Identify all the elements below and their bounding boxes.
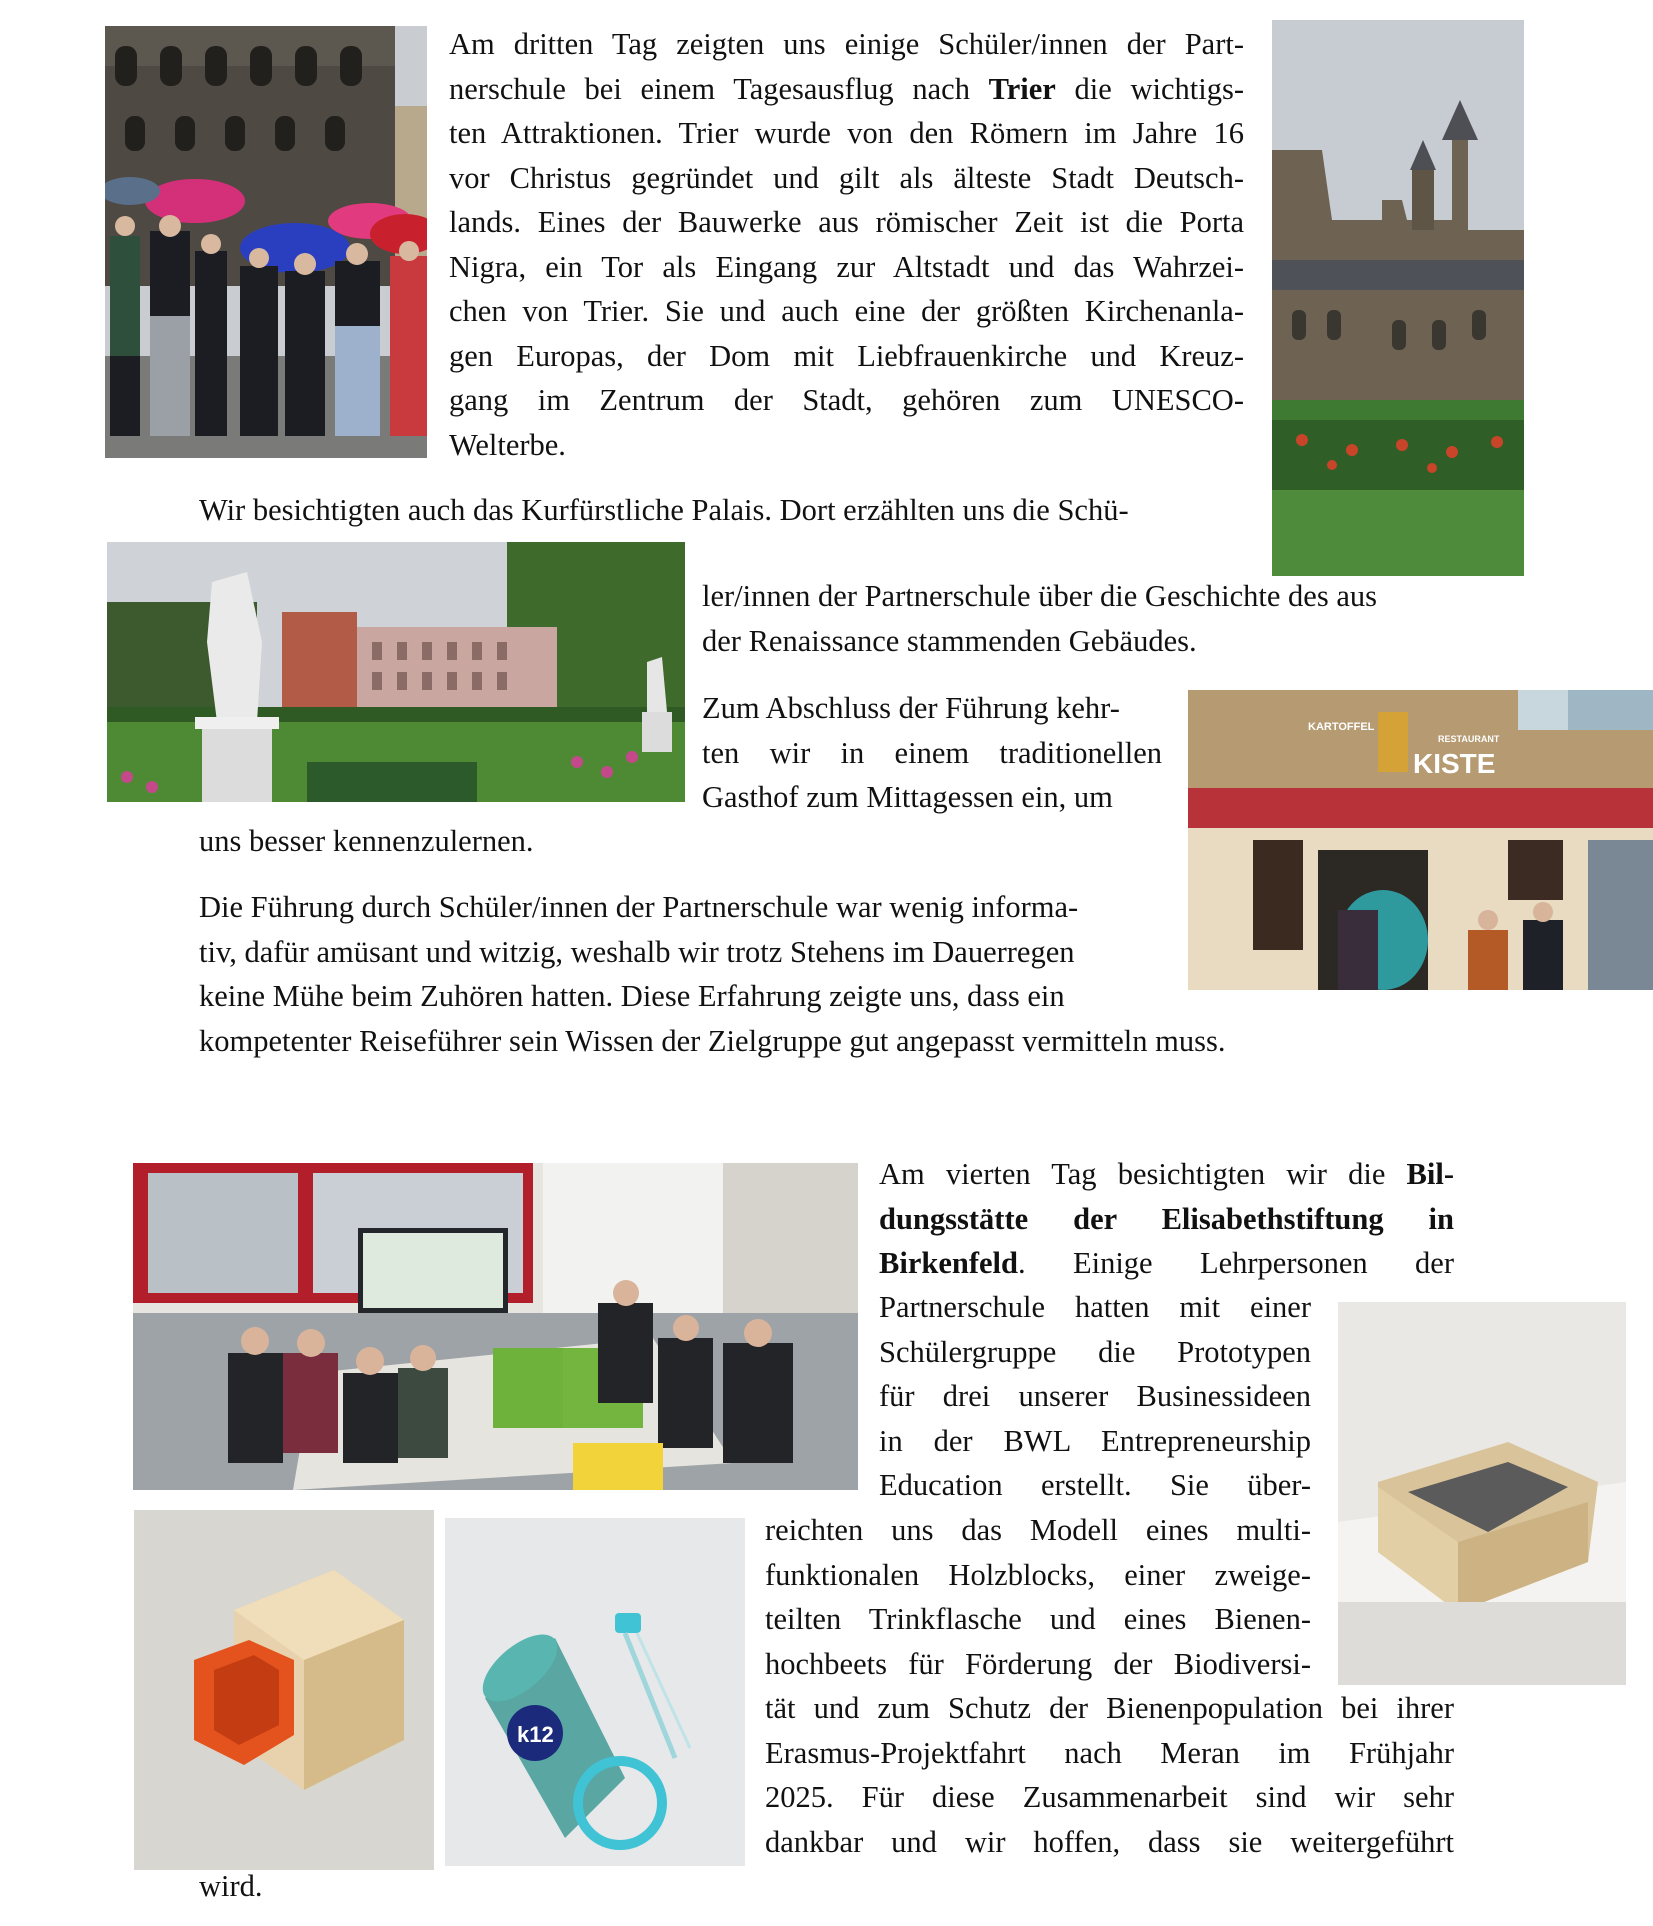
- text-line: der Renaissance stammenden Gebäudes.: [702, 623, 1197, 658]
- palais-paragraph-line1: [199, 488, 1244, 533]
- text-line: Die Führung durch Schüler/innen der Partnerschule war wenig informa-: [199, 890, 1079, 924]
- elisabethstiftung-paragraph-lower: [765, 1508, 1311, 1686]
- text-line: tät und zum Schutz der Bienenpopulation bei ihrer: [765, 1691, 1454, 1725]
- bold-text: Birkenfeld: [879, 1246, 1018, 1280]
- elisabethstiftung-paragraph-end: [199, 1864, 499, 1909]
- text-line: nerschule bei einem Tagesausflug nach Trier die wichtigs-: [449, 71, 1244, 106]
- text-line: Schülergruppe die Prototypen: [879, 1334, 1311, 1369]
- text-line: wird.: [199, 1869, 263, 1903]
- restaurant-sign-right: RESTAURANT: [1438, 734, 1500, 744]
- photo-drinking-bottle-model: [445, 1518, 745, 1866]
- bold-text: Bil-: [1406, 1157, 1454, 1191]
- photo-wooden-box-model: [1338, 1302, 1626, 1685]
- text-line: 2025. Für diese Zusammenarbeit sind wir sehr: [765, 1780, 1454, 1814]
- text-line: Erasmus-Projektfahrt nach Meran im Frühjahr: [765, 1735, 1454, 1770]
- bottle-logo-text: k12: [517, 1722, 554, 1747]
- text-line: in der BWL Entrepreneurship: [879, 1423, 1311, 1458]
- text-line: Welterbe.: [449, 427, 566, 462]
- text-line: gen Europas, der Dom mit Liebfrauenkirche und Kreuz-: [449, 338, 1244, 373]
- lunch-paragraph: [702, 686, 1162, 820]
- photo-trier-cathedral: [1272, 20, 1524, 576]
- text-line: Zum Abschluss der Führung kehr-: [702, 691, 1120, 725]
- text-line: funktionalen Holzblocks, einer zweige-: [765, 1557, 1311, 1592]
- elisabethstiftung-paragraph-top: [879, 1152, 1454, 1286]
- text-line: Gasthof zum Mittagessen ein, um: [702, 780, 1113, 814]
- text-line: Education erstellt. Sie über-: [879, 1468, 1311, 1502]
- guide-review-paragraph: [199, 885, 1349, 1063]
- bold-trier: Trier: [988, 71, 1056, 106]
- text-line: gang im Zentrum der Stadt, gehören zum UNESCO-: [449, 383, 1244, 417]
- bold-text: dungsstätte der Elisabethstiftung in: [879, 1201, 1454, 1236]
- text-line: chen von Trier. Sie und auch eine der größten Kirchenanla-: [449, 294, 1244, 328]
- photo-classroom-students: [133, 1163, 858, 1490]
- text-line: ten wir in einem traditionellen: [702, 735, 1162, 770]
- text-line: tiv, dafür amüsant und witzig, weshalb wir trotz Stehens im Dauerregen: [199, 934, 1075, 969]
- restaurant-sign-top: KARTOFFEL: [1308, 721, 1375, 733]
- photo-kurfuerstliches-palais: [107, 542, 685, 802]
- text-line: kompetenter Reiseführer sein Wissen der Zielgruppe gut angepasst vermitteln muss.: [199, 1023, 1226, 1058]
- text-line: dankbar und wir hoffen, dass sie weitergeführt: [765, 1824, 1454, 1859]
- restaurant-sign-main: KISTE: [1413, 748, 1496, 779]
- text-line: Am dritten Tag zeigten uns einige Schüler/innen der Part-: [449, 27, 1244, 61]
- text-line: hochbeets für Förderung der Biodiversi-: [765, 1646, 1311, 1681]
- text-line: Wir besichtigten auch das Kurfürstliche Palais. Dort erzählten uns die Schü-: [199, 493, 1129, 527]
- text-line: ten Attraktionen. Trier wurde von den Römern im Jahre 16: [449, 116, 1244, 150]
- photo-wooden-block-model: [134, 1510, 434, 1870]
- text-line: [879, 1197, 1454, 1242]
- text-line: teilten Trinkflasche und eines Bienen-: [765, 1602, 1311, 1636]
- text-line: Nigra, ein Tor als Eingang zur Altstadt und das Wahrzei-: [449, 249, 1244, 284]
- palais-paragraph-continued: [702, 574, 1452, 663]
- text-line: reichten uns das Modell eines multi-: [765, 1513, 1311, 1547]
- text-line: lands. Eines der Bauwerke aus römischer Zeit ist die Porta: [449, 205, 1244, 239]
- photo-porta-nigra-group: [105, 26, 427, 458]
- text-line: keine Mühe beim Zuhören hatten. Diese Erfahrung zeigte uns, dass ein: [199, 979, 1065, 1013]
- text-line: für drei unserer Businessideen: [879, 1379, 1311, 1413]
- text-line: Partnerschule hatten mit einer: [879, 1290, 1311, 1324]
- lunch-paragraph-end: [199, 819, 899, 864]
- text-line: ler/innen der Partnerschule über die Geschichte des aus: [702, 579, 1377, 613]
- elisabethstiftung-paragraph-middle: [879, 1285, 1311, 1508]
- text-line: uns besser kennenzulernen.: [199, 824, 534, 858]
- text-line: vor Christus gegründet und gilt als älteste Stadt Deutsch-: [449, 160, 1244, 195]
- text-line: Birkenfeld. Einige Lehrpersonen der: [879, 1246, 1454, 1280]
- text-line: Am vierten Tag besichtigten wir die Bil-: [879, 1157, 1454, 1191]
- elisabethstiftung-paragraph-bottom: [765, 1686, 1454, 1864]
- trier-intro-paragraph: [449, 22, 1244, 467]
